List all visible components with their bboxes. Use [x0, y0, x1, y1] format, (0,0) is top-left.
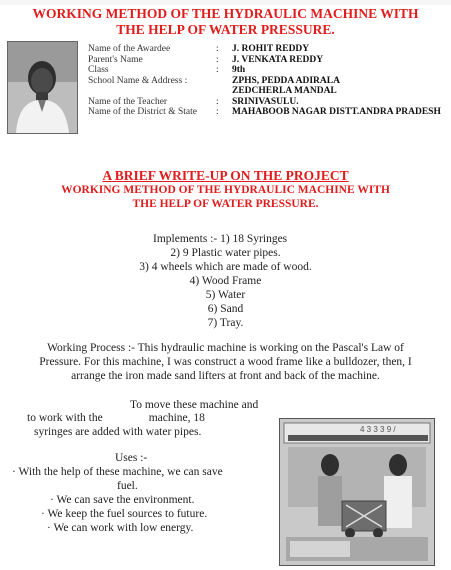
colon: : — [216, 96, 219, 107]
uses-item: · We can work with low energy. — [47, 522, 194, 534]
label-district: Name of the District & State — [88, 107, 197, 117]
uses-item: · We can save the environment. — [50, 494, 195, 506]
implements-line: 6) Sand — [207, 303, 244, 315]
process-line: Working Process :- This hydraulic machine is working on the Pascal's Law of — [47, 342, 404, 354]
page-title-line1: WORKING METHOD OF THE HYDRAULIC MACHINE WITH — [32, 6, 419, 21]
writeup-subtitle-line2: THE HELP OF WATER PRESSURE. — [132, 198, 319, 210]
value-district: MAHABOOB NAGAR DISTT.ANDRA PRADESH — [232, 107, 441, 117]
implements-line: 7) Tray. — [207, 317, 244, 329]
implements-line: 2) 9 Plastic water pipes. — [170, 247, 281, 259]
uses-heading: Uses :- — [115, 452, 148, 464]
value-class: 9th — [232, 65, 246, 75]
label-awardee-name: Name of the Awardee — [88, 44, 171, 54]
colon — [216, 76, 219, 87]
uses-item: · With the help of these machine, we can save — [12, 466, 223, 478]
photo-banner-text: 4 3 3 3 9 / — [360, 425, 396, 434]
implements-line: 5) Water — [205, 289, 246, 301]
uses-item: · We keep the fuel sources to future. — [41, 508, 208, 520]
awardee-photo — [7, 41, 78, 134]
label-parent-name: Parent's Name — [88, 54, 143, 65]
implements-line: 3) 4 wheels which are made of wood. — [139, 261, 312, 273]
writeup-heading: A BRIEF WRITE-UP ON THE PROJECT — [102, 168, 349, 183]
awardee-values — [232, 44, 441, 118]
label-teacher: Name of the Teacher — [88, 96, 168, 107]
move-line: To move these machine and — [130, 399, 259, 411]
project-photo — [279, 418, 435, 566]
colon: : — [216, 54, 219, 65]
colon: : — [216, 44, 219, 54]
label-class: Class — [88, 65, 109, 75]
process-line: arrange the iron made sand lifters at front and back of the machine. — [71, 370, 380, 382]
page-title-line2: THE HELP OF WATER PRESSURE. — [116, 22, 335, 37]
label-school: School Name & Address : — [88, 75, 188, 86]
move-line: syringes are added with water pipes. — [34, 426, 202, 438]
awardee-colons — [216, 44, 219, 118]
value-awardee-name: J. ROHIT REDDY — [232, 44, 310, 54]
process-line: Pressure. For this machine, I was construct a wood frame like a bulldozer, then, I — [39, 356, 412, 368]
move-line: to work with the machine, 18 — [27, 412, 205, 424]
awardee-labels — [88, 44, 197, 118]
value-parent-name: J. VENKATA REDDY — [232, 54, 324, 65]
writeup-subtitle-line1: WORKING METHOD OF THE HYDRAULIC MACHINE WITH — [61, 184, 390, 196]
value-school-line1: ZPHS, PEDDA ADIRALA — [232, 75, 340, 86]
value-school-line2: ZEDCHERLA MANDAL — [232, 86, 337, 96]
colon: : — [216, 65, 219, 75]
top-strip — [0, 0, 451, 5]
label-spacer — [88, 86, 197, 97]
implements-line: 4) Wood Frame — [189, 275, 262, 287]
uses-item: fuel. — [117, 480, 138, 492]
implements-line: Implements :- 1) 18 Syringes — [153, 233, 288, 245]
colon: : — [216, 107, 219, 117]
colon — [216, 86, 219, 97]
value-teacher: SRINIVASULU. — [232, 96, 299, 107]
